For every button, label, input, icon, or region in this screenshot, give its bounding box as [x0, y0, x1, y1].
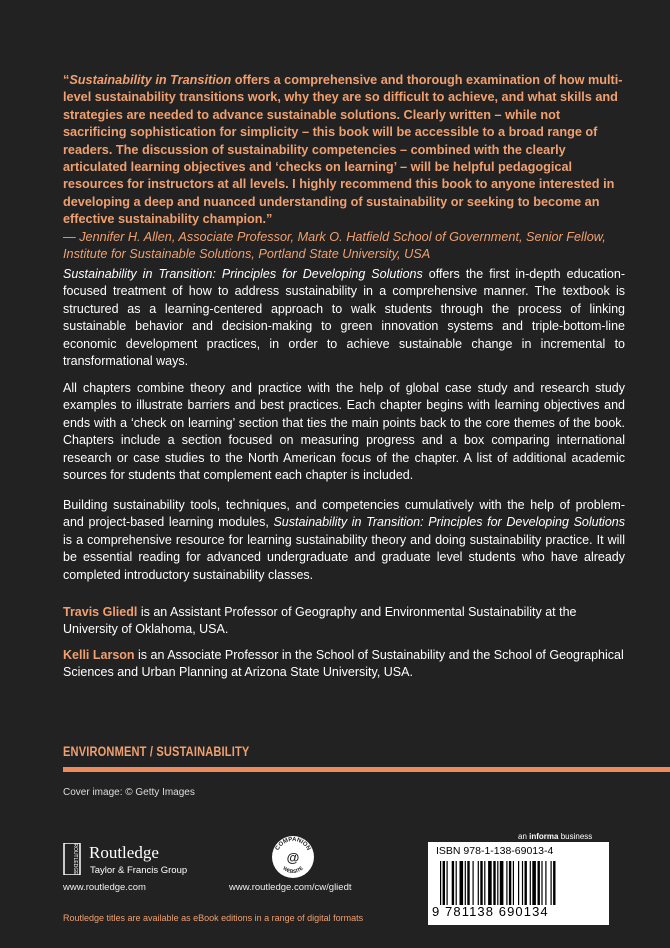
svg-text:@: @ [286, 850, 300, 865]
barcode-panel [428, 842, 609, 925]
informa-prefix: an [518, 832, 530, 841]
author-bio-text-2: is an Associate Professor in the School of Sustainability and the School of Geographical Sciences and Urban Planning at Arizona State University, USA. [63, 648, 624, 680]
description-paragraph-1 [63, 266, 625, 370]
routledge-mark-icon [63, 843, 83, 875]
routledge-logo [63, 843, 223, 879]
description-p2-text: All chapters combine theory and practice with the help of global case study and research study examples to illustrate barriers and best practices. Each chapter begins with learning objectives and ends with a ‘check on learning’ section that ties the main points back to the core themes of the book. Chapters include a section focused on measuring progress and a box comparing international research or case studies to the North American focus of the chapter. A list of additional academic sources for students that complement each chapter is included. [63, 381, 625, 483]
quote-attribution: — Jennifer H. Allen, Associate Professor, Mark O. Hatfield School of Government, Senior Fellow, Institute for Sustainable Solutions, Portland State University, USA [63, 229, 606, 262]
description-p3-before: Building sustainability tools, techniques, and competencies cumulatively with the help of problem- and project-based learning modules, [63, 498, 625, 530]
companion-website-icon [271, 835, 315, 879]
subject-category: ENVIRONMENT / SUSTAINABILITY [63, 744, 250, 759]
ebook-note: Routledge titles are available as eBook editions in a range of digital formats [63, 913, 364, 923]
author-name-1: Travis Gliedl [63, 605, 138, 619]
author-bio-2 [63, 647, 625, 682]
quote-book-title: Sustainability in Transition [69, 73, 232, 87]
description-p1-text: offers the first in-depth education-focused treatment of how to address sustainability in a comprehensive manner. The textbook is structured as a learning-centered approach to walk students through the process of linking sustainable behavior and decision-making to green innovation systems and triple-bottom-line economic development practices, in order to achieve sustainable change in incremental to transformational ways. [63, 267, 625, 369]
informa-brand: informa [529, 832, 559, 841]
author-name-2: Kelli Larson [63, 648, 135, 662]
quote-text: offers a comprehensive and thorough examination of how multi-level sustainability transitions work, why they are so difficult to achieve, and what skills and strategies are needed to advance sustainable solutions. Clearly written – while not sacrificing sophistication for simplicity – this book will be accessible to a broad range of readers. The discussion of sustainability competencies – combined with the clearly articulated learning objectives and ‘checks on learning’ – will be helpful pedagogical resources for instructors at all levels. I highly recommend this book to anyone interested in developing a deep and nuanced understanding of sustainability or seeking to become an effective sustainability champion.” [63, 73, 623, 227]
publisher-group: Taylor & Francis Group [90, 865, 188, 876]
barcode-number: 9 781138 690134 [432, 904, 549, 919]
informa-suffix: business [558, 832, 593, 841]
divider-rule [63, 767, 670, 772]
companion-label-bottom: WEBSITE [281, 865, 305, 876]
book-title-italic: Sustainability in Transition: Principles for Developing Solutions [63, 267, 423, 281]
companion-label-top: COMPANION [274, 836, 312, 852]
companion-url[interactable]: www.routledge.com/cw/gliedt [229, 882, 352, 893]
author-bio-text-1: is an Assistant Professor of Geography and Environmental Sustainability at the University of Oklahoma, USA. [63, 605, 577, 637]
description-paragraph-2 [63, 380, 625, 484]
informa-tagline [518, 832, 592, 841]
publisher-name: Routledge [89, 843, 159, 862]
description-paragraph-3 [63, 497, 625, 584]
book-title-italic-2: Sustainability in Transition: Principles for Developing Solutions [273, 515, 625, 530]
quote-open-mark: “ [63, 73, 70, 87]
author-bio-1 [63, 604, 625, 639]
barcode-icon [440, 861, 600, 905]
description-p3-after: is a comprehensive resource for learning sustainability theory and doing sustainability practice. It will be essential reading for advanced undergraduate and graduate level students who have already completed introductory sustainability classes. [63, 532, 625, 582]
publisher-url[interactable]: www.routledge.com [63, 882, 146, 893]
svg-text:ROUTLEDGE: ROUTLEDGE [72, 843, 78, 875]
cover-credit: Cover image: © Getty Images [63, 787, 195, 798]
isbn-number: ISBN 978-1-138-69013-4 [436, 845, 554, 857]
endorsement-quote [63, 72, 625, 263]
